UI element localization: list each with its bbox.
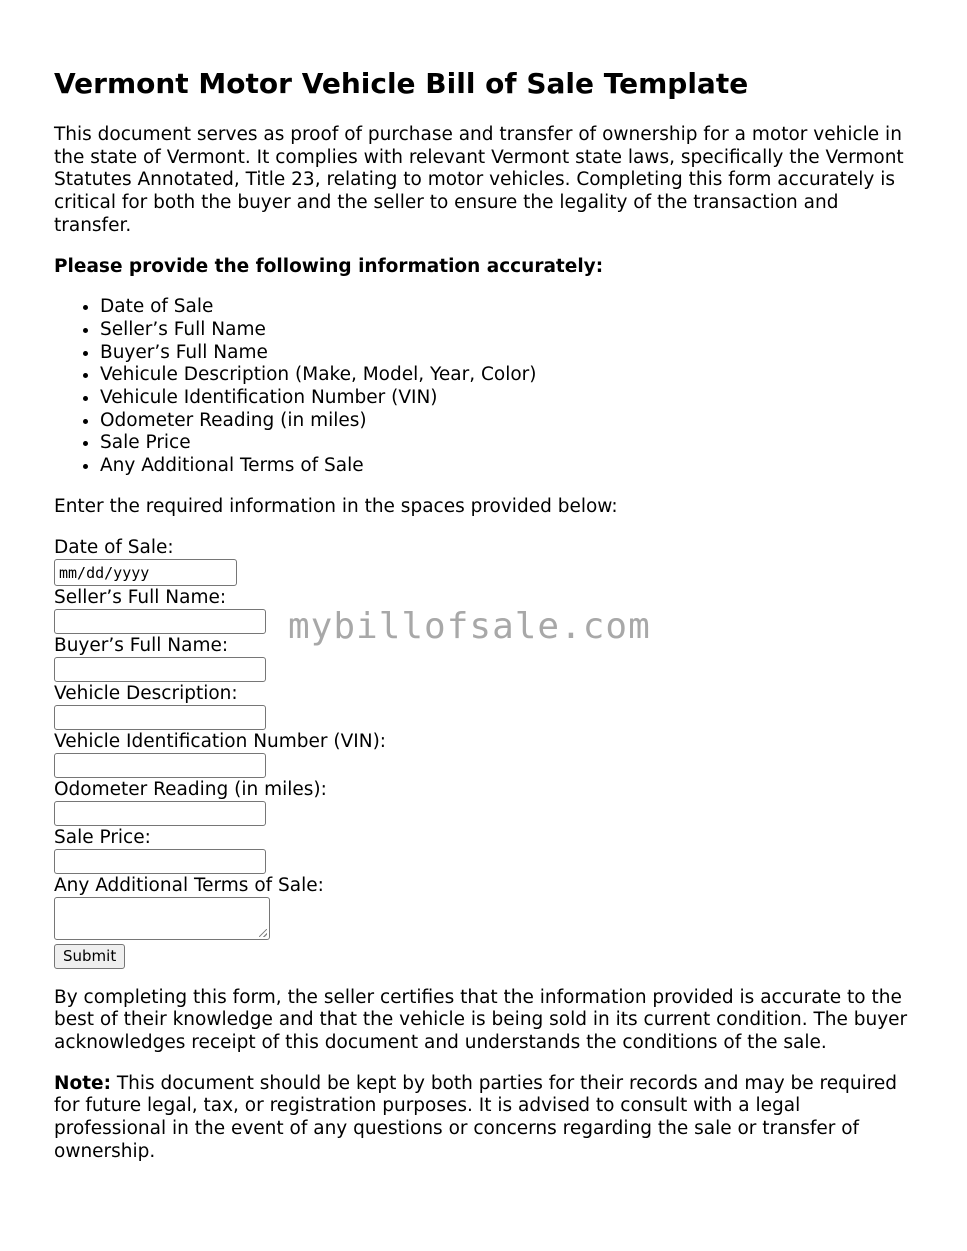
list-item: • Seller’s Full Name	[100, 319, 914, 342]
date-of-sale-input[interactable]: mm/dd/yyyy	[54, 559, 237, 586]
odometer-input[interactable]	[54, 801, 266, 826]
additional-terms-label: Any Additional Terms of Sale:	[54, 874, 324, 896]
checklist	[54, 296, 914, 478]
sale-price-input[interactable]	[54, 849, 266, 874]
additional-terms-textarea[interactable]	[54, 897, 270, 940]
page-title: Vermont Motor Vehicle Bill of Sale Template	[54, 67, 749, 100]
sale-price-label: Sale Price:	[54, 826, 151, 848]
watermark: mybillofsale.com	[288, 606, 651, 647]
list-item: • Buyer’s Full Name	[100, 342, 914, 365]
note-text: This document should be kept by both parties for their records and may be required for future legal, tax, or registration purposes. It is advised to consult with a legal professional in the event of any questions or concerns regarding the sale or transfer of ownership.	[54, 1072, 898, 1162]
note-label: Note:	[54, 1072, 111, 1094]
list-item: • Sale Price	[100, 432, 914, 455]
list-item: • Vehicule Description (Make, Model, Year, Color)	[100, 364, 914, 387]
certification-paragraph: By completing this form, the seller certifies that the information provided is accurate to the best of their knowledge and that the vehicle is being sold in its current condition. The buyer acknowledges receipt of this document and understands the conditions of the sale.	[54, 986, 908, 1053]
vin-label: Vehicle Identification Number (VIN):	[54, 730, 387, 752]
seller-name-label: Seller’s Full Name:	[54, 586, 227, 608]
vin-input[interactable]	[54, 753, 266, 778]
submit-button[interactable]: Submit	[54, 944, 125, 969]
bill-of-sale-form	[54, 537, 914, 969]
intro-paragraph: This document serves as proof of purchase and transfer of ownership for a motor vehicle in the state of Vermont. It complies with relevant Vermont state laws, specifically the Vermont Statutes Annotated, Title 23, relating to motor vehicles. Completing this form accurately is critical for both the buyer and the seller to ensure the legality of the transaction and transfer.	[54, 124, 904, 236]
form-intro: Enter the required information in the spaces provided below:	[54, 495, 618, 517]
list-item: • Odometer Reading (in miles)	[100, 410, 914, 433]
date-of-sale-label: Date of Sale:	[54, 536, 174, 558]
seller-name-input[interactable]	[54, 609, 266, 634]
vehicle-description-label: Vehicle Description:	[54, 682, 238, 704]
buyer-name-label: Buyer’s Full Name:	[54, 634, 229, 656]
note-paragraph	[54, 1073, 914, 1164]
list-item: • Any Additional Terms of Sale	[100, 455, 914, 478]
vehicle-description-input[interactable]	[54, 705, 266, 730]
buyer-name-input[interactable]	[54, 657, 266, 682]
odometer-label: Odometer Reading (in miles):	[54, 778, 327, 800]
list-item: • Vehicule Identification Number (VIN)	[100, 387, 914, 410]
resize-handle-icon[interactable]	[259, 929, 267, 937]
instructions-heading: Please provide the following information accurately:	[54, 255, 604, 277]
list-item: • Date of Sale	[100, 296, 914, 319]
